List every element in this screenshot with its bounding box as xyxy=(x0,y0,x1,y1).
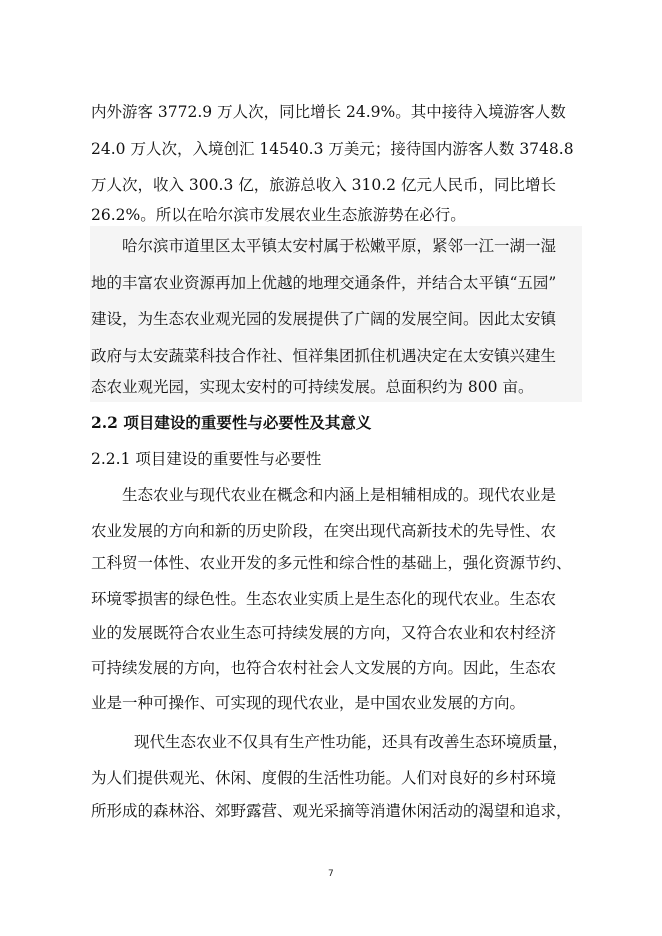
text-line: 生态农业与现代农业在概念和内涵上是相辅相成的。现代农业是 xyxy=(122,486,557,504)
text-line: 环境零损害的绿色性。生态农业实质上是生态化的现代农业。生态农 xyxy=(91,590,557,608)
text-line: 建设，为生态农业观光园的发展提供了广阔的发展空间。因此太安镇 xyxy=(91,310,557,328)
text-line: 为人们提供观光、休闲、度假的生活性功能。人们对良好的乡村环境 xyxy=(91,769,557,787)
text-line: 所形成的森林浴、郊野露营、观光采摘等消遣休闲活动的渴望和追求， xyxy=(91,802,572,820)
text-line: 态农业观光园，实现太安村的可持续发展。总面积约为 800 亩。 xyxy=(91,378,534,396)
text-line: 农业发展的方向和新的历史阶段，在突出现代高新技术的先导性、农 xyxy=(91,522,557,540)
text-line: 工科贸一体性、农业开发的多元性和综合性的基础上，强化资源节约、 xyxy=(91,554,572,572)
text-line: 现代生态农业不仅具有生产性功能，还具有改善生态环境质量， xyxy=(134,733,569,751)
text-line: 24.0 万人次，入境创汇 14540.3 万美元；接待国内游客人数 3748.8 xyxy=(91,140,574,158)
text-line: 26.2%。所以在哈尔滨市发展农业生态旅游势在必行。 xyxy=(91,206,466,224)
text-line: 哈尔滨市道里区太平镇太安村属于松嫩平原，紧邻一江一湖一湿 xyxy=(122,237,557,255)
text-line: 业是一种可操作、可实现的现代农业，是中国农业发展的方向。 xyxy=(91,694,526,712)
text-line: 可持续发展的方向，也符合农村社会人文发展的方向。因此，生态农 xyxy=(91,659,557,677)
text-line: 内外游客 3772.9 万人次，同比增长 24.9%。其中接待入境游客人数 xyxy=(91,103,566,121)
text-line: 地的丰富农业资源再加上优越的地理交通条件，并结合太平镇“五园” xyxy=(91,274,557,292)
subsection-heading: 2.2.1 项目建设的重要性与必要性 xyxy=(91,450,322,468)
text-line: 万人次，收入 300.3 亿，旅游总收入 310.2 亿元人民币，同比增长 xyxy=(91,176,556,194)
text-line: 政府与太安蔬菜科技合作社、恒祥集团抓住机遇决定在太安镇兴建生 xyxy=(91,347,557,365)
text-line: 业的发展既符合农业生态可持续发展的方向，又符合农业和农村经济 xyxy=(91,624,557,642)
page-number: 7 xyxy=(328,869,334,879)
section-heading: 2.2 项目建设的重要性与必要性及其意义 xyxy=(91,413,372,432)
